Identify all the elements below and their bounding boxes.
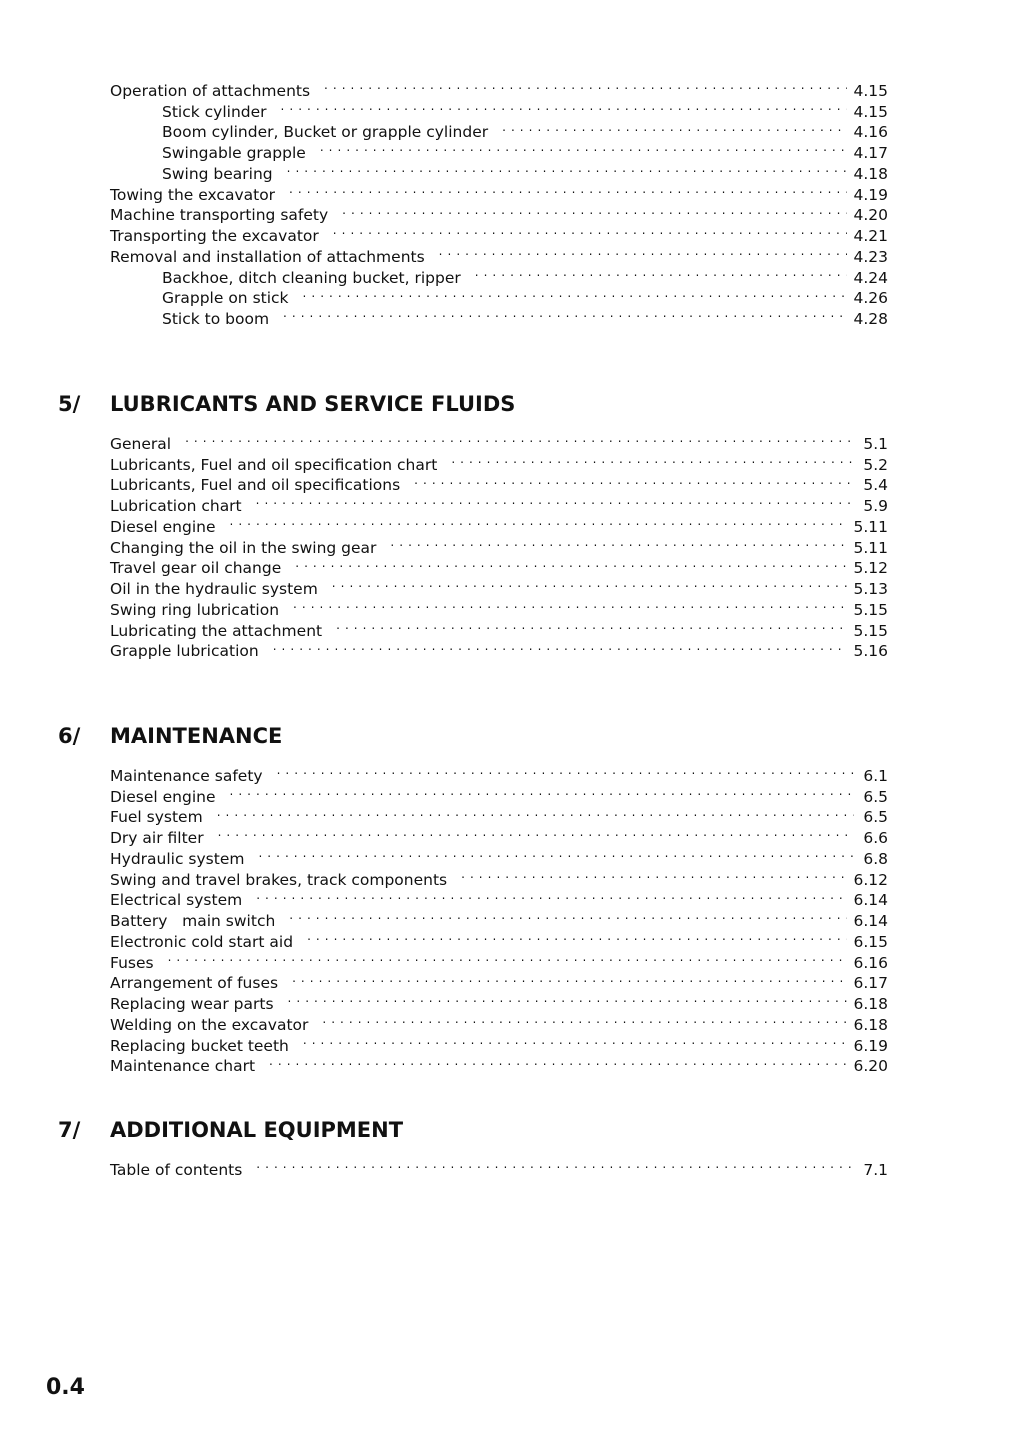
toc-entry-label: Backhoe, ditch cleaning bucket, ripper — [162, 268, 461, 287]
toc-entry-page: 5.13 — [853, 580, 888, 598]
toc-entry-label: Operation of attachments — [110, 81, 311, 100]
toc-entry-page: 4.21 — [853, 227, 888, 245]
toc-entry-page: 6.18 — [853, 995, 888, 1013]
toc-entry-page: 4.26 — [853, 289, 888, 308]
toc-entry-label: Changing the oil in the swing gear — [110, 538, 377, 557]
toc-entry-label: Fuses — [110, 953, 154, 972]
toc-entry-label: General — [110, 434, 172, 453]
toc-entry-page: 6.19 — [853, 1036, 888, 1055]
toc-entry-page: 5.15 — [853, 621, 888, 640]
toc-entry-label: Replacing bucket teeth — [110, 1036, 289, 1055]
toc-entry[interactable] — [110, 75, 888, 100]
toc-entry-page: 5.1 — [863, 434, 888, 453]
toc-entry[interactable] — [110, 968, 888, 993]
dot-leader — [451, 449, 854, 470]
toc-entry-label: Electronic cold start aid — [110, 932, 294, 951]
dot-leader — [230, 781, 855, 802]
dot-leader — [289, 179, 847, 200]
toc-entry-page: 5.4 — [863, 476, 888, 495]
toc-entry-label: Welding on the excavator — [110, 1015, 309, 1034]
toc-entry-page: 4.18 — [853, 164, 888, 183]
toc-entry-label: Maintenance chart — [110, 1057, 256, 1076]
toc-entry-label: Dry air filter — [110, 829, 204, 847]
toc-entry-page: 6.5 — [863, 808, 888, 827]
toc-entry-page: 6.14 — [853, 912, 888, 930]
toc-entry-label: Removal and installation of attachments — [110, 247, 425, 266]
section-title: MAINTENANCE — [110, 724, 283, 748]
dot-leader — [256, 490, 854, 511]
dot-leader — [320, 137, 848, 158]
dot-leader — [269, 1051, 847, 1072]
toc-entry-label: Diesel engine — [110, 787, 216, 806]
toc-entry-label: Lubricants, Fuel and oil specifications — [110, 476, 401, 495]
toc-section-5 — [110, 428, 888, 661]
toc-entry[interactable] — [110, 843, 888, 868]
dot-leader — [287, 158, 848, 179]
toc-entry-page: 6.12 — [853, 870, 888, 889]
toc-entry-page: 5.11 — [853, 538, 888, 557]
toc-entry-label: Electrical system — [110, 891, 243, 910]
toc-entry-page: 4.16 — [853, 123, 888, 142]
toc-entry-page: 5.11 — [853, 517, 888, 536]
dot-leader — [256, 1154, 854, 1175]
dot-leader — [288, 988, 848, 1009]
toc-entry[interactable] — [110, 1154, 888, 1179]
toc-entry-label: Lubricants, Fuel and oil specification chart — [110, 455, 438, 474]
toc-entry[interactable] — [110, 822, 888, 847]
toc-entry-page: 6.5 — [863, 787, 888, 806]
toc-entry-page: 5.12 — [853, 559, 888, 578]
toc-entry-label: Lubricating the attachment — [110, 621, 323, 640]
dot-leader — [324, 75, 847, 96]
dot-leader — [322, 1009, 847, 1030]
dot-leader — [502, 117, 847, 138]
toc-entry-label: Swing and travel brakes, track components — [110, 870, 448, 889]
toc-entry-page: 5.9 — [863, 497, 888, 515]
dot-leader — [390, 532, 847, 553]
dot-leader — [333, 220, 848, 241]
page-number: 0.4 — [46, 1375, 85, 1400]
toc-entry-page: 6.16 — [853, 953, 888, 972]
toc-entry-page: 5.2 — [863, 455, 888, 474]
dot-leader — [277, 760, 854, 781]
toc-entry-page: 5.15 — [853, 600, 888, 619]
dot-leader — [289, 905, 847, 926]
toc-entry-label: Towing the excavator — [110, 185, 276, 204]
toc-entry-page: 6.15 — [853, 932, 888, 951]
dot-leader — [258, 843, 854, 864]
dot-leader — [336, 615, 847, 636]
toc-entry-label: Grapple lubrication — [110, 642, 259, 661]
dot-leader — [414, 470, 854, 491]
toc-entry-label: Stick cylinder — [162, 102, 267, 121]
toc-entry-page: 6.20 — [853, 1057, 888, 1076]
dot-leader — [307, 926, 847, 947]
toc-entry-label: Boom cylinder, Bucket or grapple cylinder — [162, 123, 489, 142]
toc-entry-label: Grapple on stick — [162, 289, 289, 308]
dot-leader — [332, 573, 848, 594]
toc-entry-page: 6.14 — [853, 891, 888, 910]
dot-leader — [439, 241, 848, 262]
toc-entry-page: 4.15 — [853, 102, 888, 121]
dot-leader — [342, 200, 847, 221]
toc-section-4-continued — [110, 75, 888, 328]
toc-entry-page: 6.17 — [853, 974, 888, 993]
toc-entry-page: 4.28 — [853, 310, 888, 328]
toc-entry-page: 6.1 — [863, 766, 888, 785]
dot-leader — [295, 553, 847, 574]
toc-entry-label: Fuel system — [110, 808, 203, 827]
toc-entry-label: Table of contents — [110, 1160, 243, 1179]
toc-section-6 — [110, 760, 888, 1076]
toc-entry-page: 6.18 — [853, 1015, 888, 1034]
toc-entry-page: 4.19 — [853, 185, 888, 204]
dot-leader — [185, 428, 854, 449]
dot-leader — [293, 594, 847, 615]
toc-section-7 — [110, 1154, 888, 1179]
toc-entry-page: 6.8 — [863, 849, 888, 868]
section-number: 5/ — [58, 392, 81, 416]
toc-entry-page: 7.1 — [863, 1160, 888, 1179]
toc-entry-label: Swing bearing — [162, 164, 273, 183]
toc-entry-label: Swing ring lubrication — [110, 600, 280, 619]
toc-entry-page: 4.15 — [853, 81, 888, 100]
dot-leader — [230, 511, 848, 532]
dot-leader — [303, 283, 848, 304]
toc-entry-label: Transporting the excavator — [110, 227, 319, 245]
toc-entry-label: Lubrication chart — [110, 497, 242, 515]
toc-entry-label: Maintenance safety — [110, 766, 263, 785]
toc-entry[interactable] — [110, 449, 888, 474]
toc-entry-page: 4.24 — [853, 268, 888, 287]
dot-leader — [283, 303, 847, 324]
dot-leader — [303, 1030, 848, 1051]
toc-entry-label: Stick to boom — [162, 310, 270, 328]
dot-leader — [218, 822, 854, 843]
toc-entry-page: 5.16 — [853, 642, 888, 661]
dot-leader — [461, 864, 847, 885]
toc-entry-page: 4.20 — [853, 206, 888, 225]
dot-leader — [273, 636, 848, 657]
dot-leader — [475, 262, 848, 283]
toc-entry-label: Machine transporting safety — [110, 206, 329, 225]
section-title: LUBRICANTS AND SERVICE FLUIDS — [110, 392, 516, 416]
dot-leader — [292, 968, 847, 989]
toc-entry-label: Hydraulic system — [110, 849, 245, 868]
section-number: 6/ — [58, 724, 81, 748]
section-number: 7/ — [58, 1118, 81, 1142]
dot-leader — [281, 96, 848, 117]
toc-entry[interactable] — [110, 802, 888, 827]
toc-entry[interactable] — [110, 947, 888, 972]
toc-entry-label: Travel gear oil change — [110, 559, 282, 578]
toc-entry-label: Swingable grapple — [162, 144, 306, 162]
toc-entry-page: 6.6 — [863, 829, 888, 847]
dot-leader — [256, 885, 847, 906]
toc-entry-label: Battery main switch — [110, 912, 276, 930]
toc-entry-label: Replacing wear parts — [110, 995, 274, 1013]
dot-leader — [217, 802, 854, 823]
toc-entry[interactable] — [110, 428, 888, 453]
dot-leader — [168, 947, 848, 968]
toc-entry-label: Arrangement of fuses — [110, 974, 279, 993]
toc-entry-label: Oil in the hydraulic system — [110, 580, 318, 598]
toc-entry-page: 4.17 — [853, 144, 888, 162]
toc-entry[interactable] — [110, 760, 888, 785]
toc-entry-label: Diesel engine — [110, 517, 216, 536]
toc-entry-page: 4.23 — [853, 247, 888, 266]
section-title: ADDITIONAL EQUIPMENT — [110, 1118, 404, 1142]
toc-entry[interactable] — [110, 532, 888, 557]
